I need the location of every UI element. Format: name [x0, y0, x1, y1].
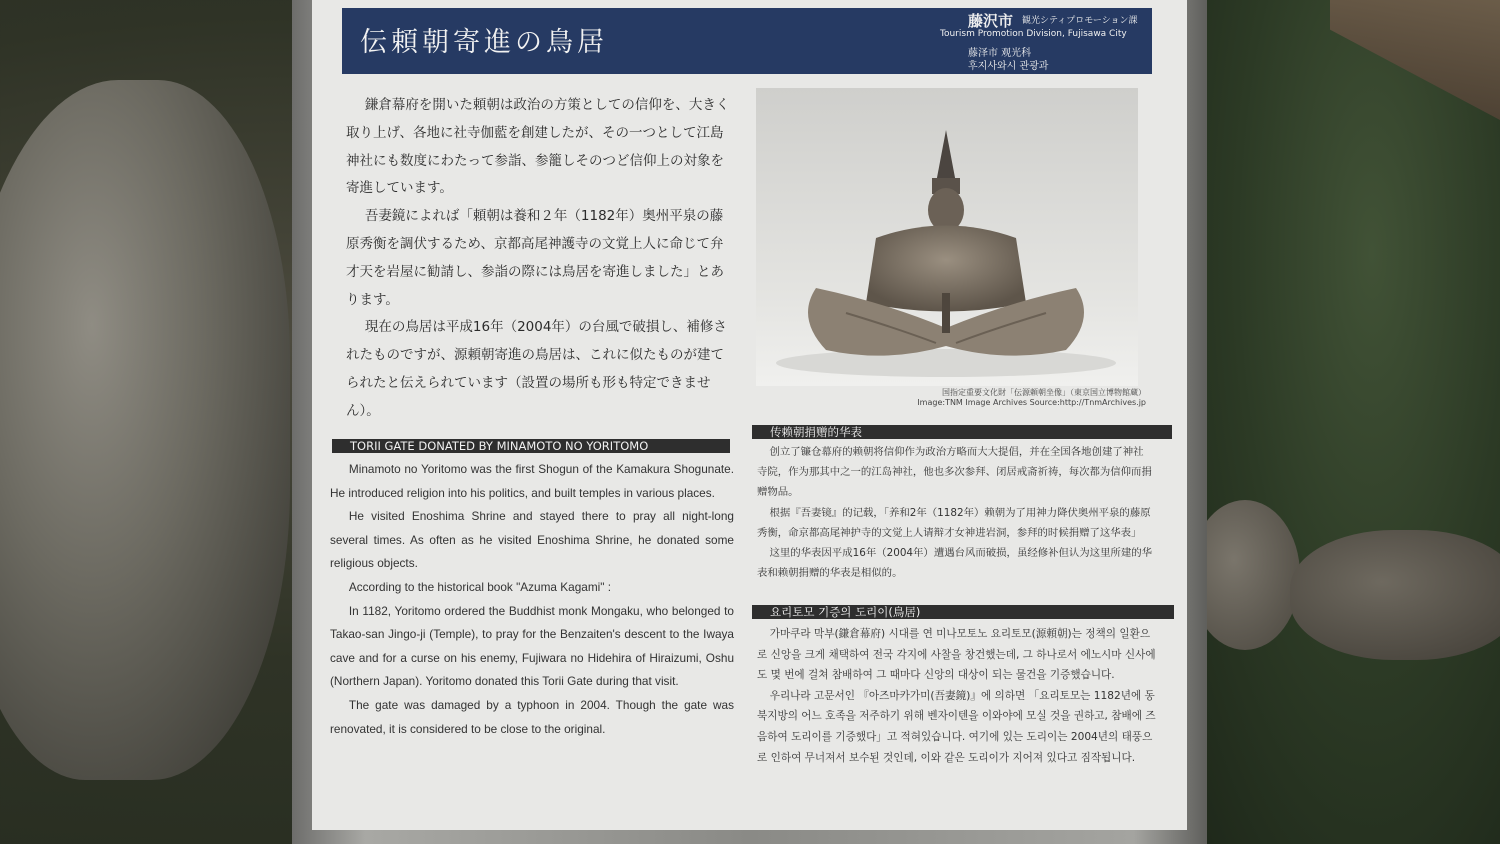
english-paragraph: Minamoto no Yoritomo was the first Shogun of the Kamakura Shogunate. He introduced religion into his politics, and built temples in various places.	[330, 462, 734, 500]
japanese-paragraph: 吾妻鏡によれば「頼朝は養和２年（1182年）奥州平泉の藤原秀衡を調伏するため、京都高尾神護寺の文覚上人に命じて弁才天を岩屋に勧請し、参詣の際には鳥居を寄進しました」とあります。	[346, 208, 724, 308]
japanese-paragraph: 現在の鳥居は平成16年（2004年）の台風で破損し、補修されたものですが、源頼朝寄進の鳥居は、これに似たものが建てられたと伝えられています（設置の場所も形も特定できません）。	[346, 319, 727, 419]
english-paragraph: He visited Enoshima Shrine and stayed there to pray all night-long several times. As often as he visited Enoshima Shrine, he donated some religious objects.	[330, 509, 734, 571]
sign-title: 伝頼朝寄進の鳥居	[360, 27, 608, 58]
stone-right-large	[1290, 530, 1500, 660]
city-chinese: 藤泽市 观光科	[968, 48, 1032, 59]
english-paragraph: The gate was damaged by a typhoon in 2004. Though the gate was renovated, it is considered to be close to the original.	[330, 697, 734, 736]
city-division: 観光シティプロモーション課	[1022, 16, 1138, 26]
city-name: 藤沢市	[968, 12, 1014, 30]
english-heading: TORII GATE DONATED BY MINAMOTO NO YORITOMO	[332, 439, 730, 453]
moss-ground	[1180, 0, 1500, 844]
photo-credit-en: Image:TNM Image Archives Source:http://TnmArchives.jp	[917, 398, 1146, 407]
chinese-heading: 传赖朝捐赠的华表	[752, 425, 1172, 439]
photo-credit-jp: 国指定重要文化財「伝源頼朝坐像」（東京国立博物館蔵）	[942, 388, 1146, 397]
english-paragraph: In 1182, Yoritomo ordered the Buddhist monk Mongaku, who belonged to Takao-san Jingo-ji (Temple), to pray for the Benzaiten's descent to the Iwaya cave and for a curse on his enemy, Fujiwara no Hidehira of Hiraizumi, Oshu (Northern Japan). Yoritomo donated this Torii Gate during that visit.	[330, 603, 734, 689]
city-korean: 후지사와시 관광과	[968, 61, 1049, 72]
seated-statue-figure	[756, 88, 1138, 386]
stone-left	[0, 80, 290, 780]
english-paragraph: According to the historical book "Azuma Kagami" :	[348, 579, 612, 594]
korean-heading: 요리토모 기증의 도리이(鳥居)	[752, 605, 1174, 619]
chinese-paragraph: 创立了镰仓幕府的赖朝将信仰作为政治方略而大大提倡，并在全国各地创建了神社寺院，作为那其中之一的江岛神社，他也多次参拜、闭居戒斋祈祷，每次都为信仰而捐赠物品。	[757, 446, 1152, 499]
japanese-paragraph: 鎌倉幕府を開いた頼朝は政治の方策としての信仰を、大きく取り上げ、各地に社寺伽藍を創建したが、その一つとして江島神社にも数度にわたって参詣、参籠しそのつど信仰上の対象を寄進しています。	[346, 97, 730, 197]
korean-text	[757, 624, 1157, 768]
chinese-text	[757, 442, 1153, 583]
chinese-paragraph: 根据『吾妻镜』的记载，「养和2年（1182年）赖朝为了用神力降伏奥州平泉的藤原秀衡，命京都高尾神护寺的文觉上人请辩才女神进岩洞，参拜的时候捐赠了这华表」	[757, 506, 1151, 539]
korean-paragraph: 우리나라 고문서인 『아즈마카가미(吾妻鏡)』에 의하면 「요리토모는 1182년에 동북지방의 어느 호족을 저주하기 위해 벤자이텐을 이와야에 모실 것을 권하고, 참배에 즈음하여 도리이를 기증했다」고 적혀있습니다. 여기에 있는 도리이는 2004년의 태풍으로 인하여 무너져서 보수된 것인데, 이와 같은 도리이가 지어져 있다고 짐작됩니다.	[757, 689, 1156, 764]
chinese-paragraph: 这里的华表因平成16年（2004年）遭遇台风而破损，虽经修补但认为这里所建的华表和赖朝捐赠的华表是相似的。	[757, 547, 1153, 580]
english-text	[330, 458, 734, 741]
city-english: Tourism Promotion Division, Fujisawa City	[940, 29, 1127, 39]
korean-paragraph: 가마쿠라 막부(鎌倉幕府) 시대를 연 미나모토노 요리토모(源頼朝)는 정책의 일환으로 신앙을 크게 채택하여 전국 각지에 사찰을 창건했는데, 그 하나로서 에노시마 신사에도 몇 번에 걸쳐 참배하여 그 때마다 신앙의 대상이 되는 물건을 기증했습니다.	[757, 628, 1156, 682]
japanese-text	[346, 92, 736, 426]
statue-photo	[756, 88, 1138, 386]
